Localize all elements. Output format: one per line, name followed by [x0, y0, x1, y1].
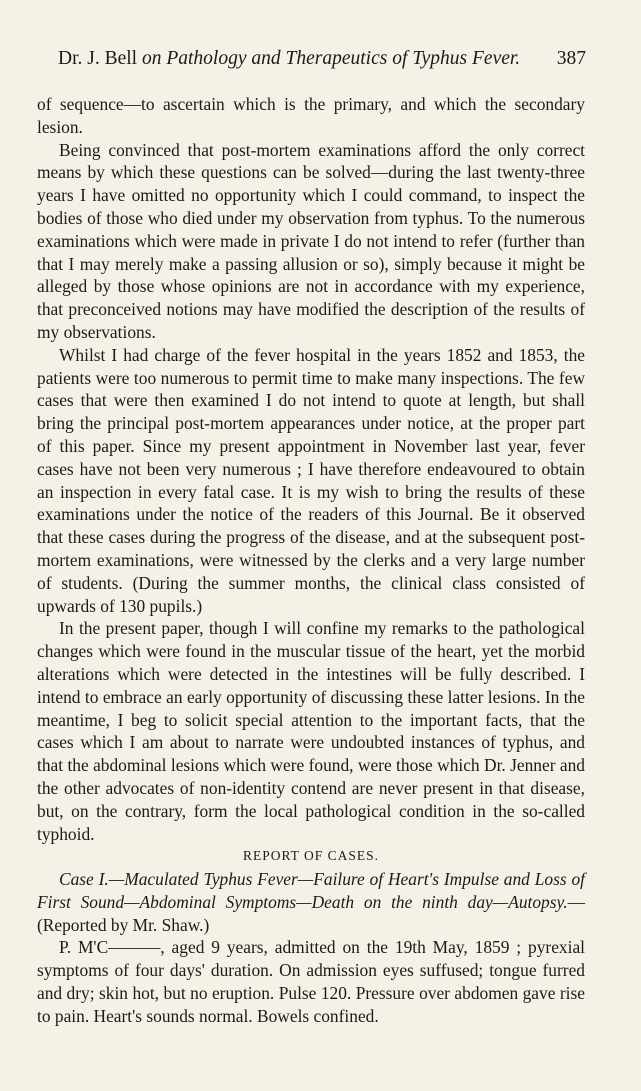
paragraph: In the present paper, though I will confine my remarks to the pathological changes which were found in the muscular tissue of the heart, yet the morbid alterations which were detected in the intestines will be fully described. I intend to embrace an early opportunity of discussing these latter lesions. In the meantime, I beg to solicit special attention to the important facts, that the cases which I am about to narrate were undoubted instances of typhus, and that the abdominal lesions which were found, were those which Dr. Jenner and the other advocates of non-identity contend are never present in that disease, but, on the contrary, form the local pathological condition in the so-called typhoid.: [37, 618, 585, 844]
header-title: Pathology and Therapeutics of Typhus Fever.: [166, 48, 521, 69]
case-reporter: —(Reported by Mr. Shaw.): [37, 891, 585, 935]
case-label: Case I.: [59, 869, 109, 890]
case-text: P. M'C———, aged 9 years, admitted on the 19th May, 1859 ; pyrexial symptoms of four days' duration. On admission eyes suffused; tongue furred and dry; skin hot, but no eruption. Pulse 120. Pressure over abdomen gave rise to pain. Heart's sounds normal. Bowels confined.: [37, 937, 585, 1026]
paragraph: Whilst I had charge of the fever hospital in the years 1852 and 1853, the patients were too numerous to permit time to make many inspections. The few cases that were then examined I do not intend to quote at length, but shall bring the principal post-mortem appearances under notice, at the proper part of this paper. Since my present appointment in November last year, fever cases have not been very numerous ; I have therefore endeavoured to obtain an inspection in every fatal case. It is my wish to bring the results of these examinations under the notice of the readers of this Journal. Be it observed that these cases during the progress of the disease, and at the subsequent post-mortem examinations, were witnessed by the clerks and a very large number of students. (During the summer months, the clinical class consisted of upwards of 130 pupils.): [37, 344, 585, 616]
running-header: [58, 48, 586, 70]
case-title: [37, 868, 585, 936]
section-heading: REPORT OF CASES.: [242, 848, 380, 864]
page-body: [37, 93, 585, 1028]
paragraph: Being convinced that post-mortem examinations afford the only correct means by which these questions can be solved—during the last twenty-three years I have omitted no opportunity which I could command, to inspect the bodies of those who died under my observation from typhus. To the numerous examinations which were made in private I do not intend to refer (further than that I may merely make a passing allusion or so), simply because it might be alleged by those whose opinions are not in accordance with my experience, that preconceived notions may have modified the description of the results of my observations.: [37, 139, 585, 342]
header-author: Dr. J. Bell: [58, 48, 138, 69]
paragraph-continuation: of sequence—to ascertain which is the primary, and which the secondary lesion.: [37, 94, 585, 137]
case-title-text: —Maculated Typhus Fever—Failure of Heart's Impulse and Loss of First Sound—Abdominal Symptoms—Death on the ninth day—Autopsy.: [37, 869, 585, 912]
page-number: 387: [556, 48, 586, 69]
header-on: on: [141, 48, 162, 69]
